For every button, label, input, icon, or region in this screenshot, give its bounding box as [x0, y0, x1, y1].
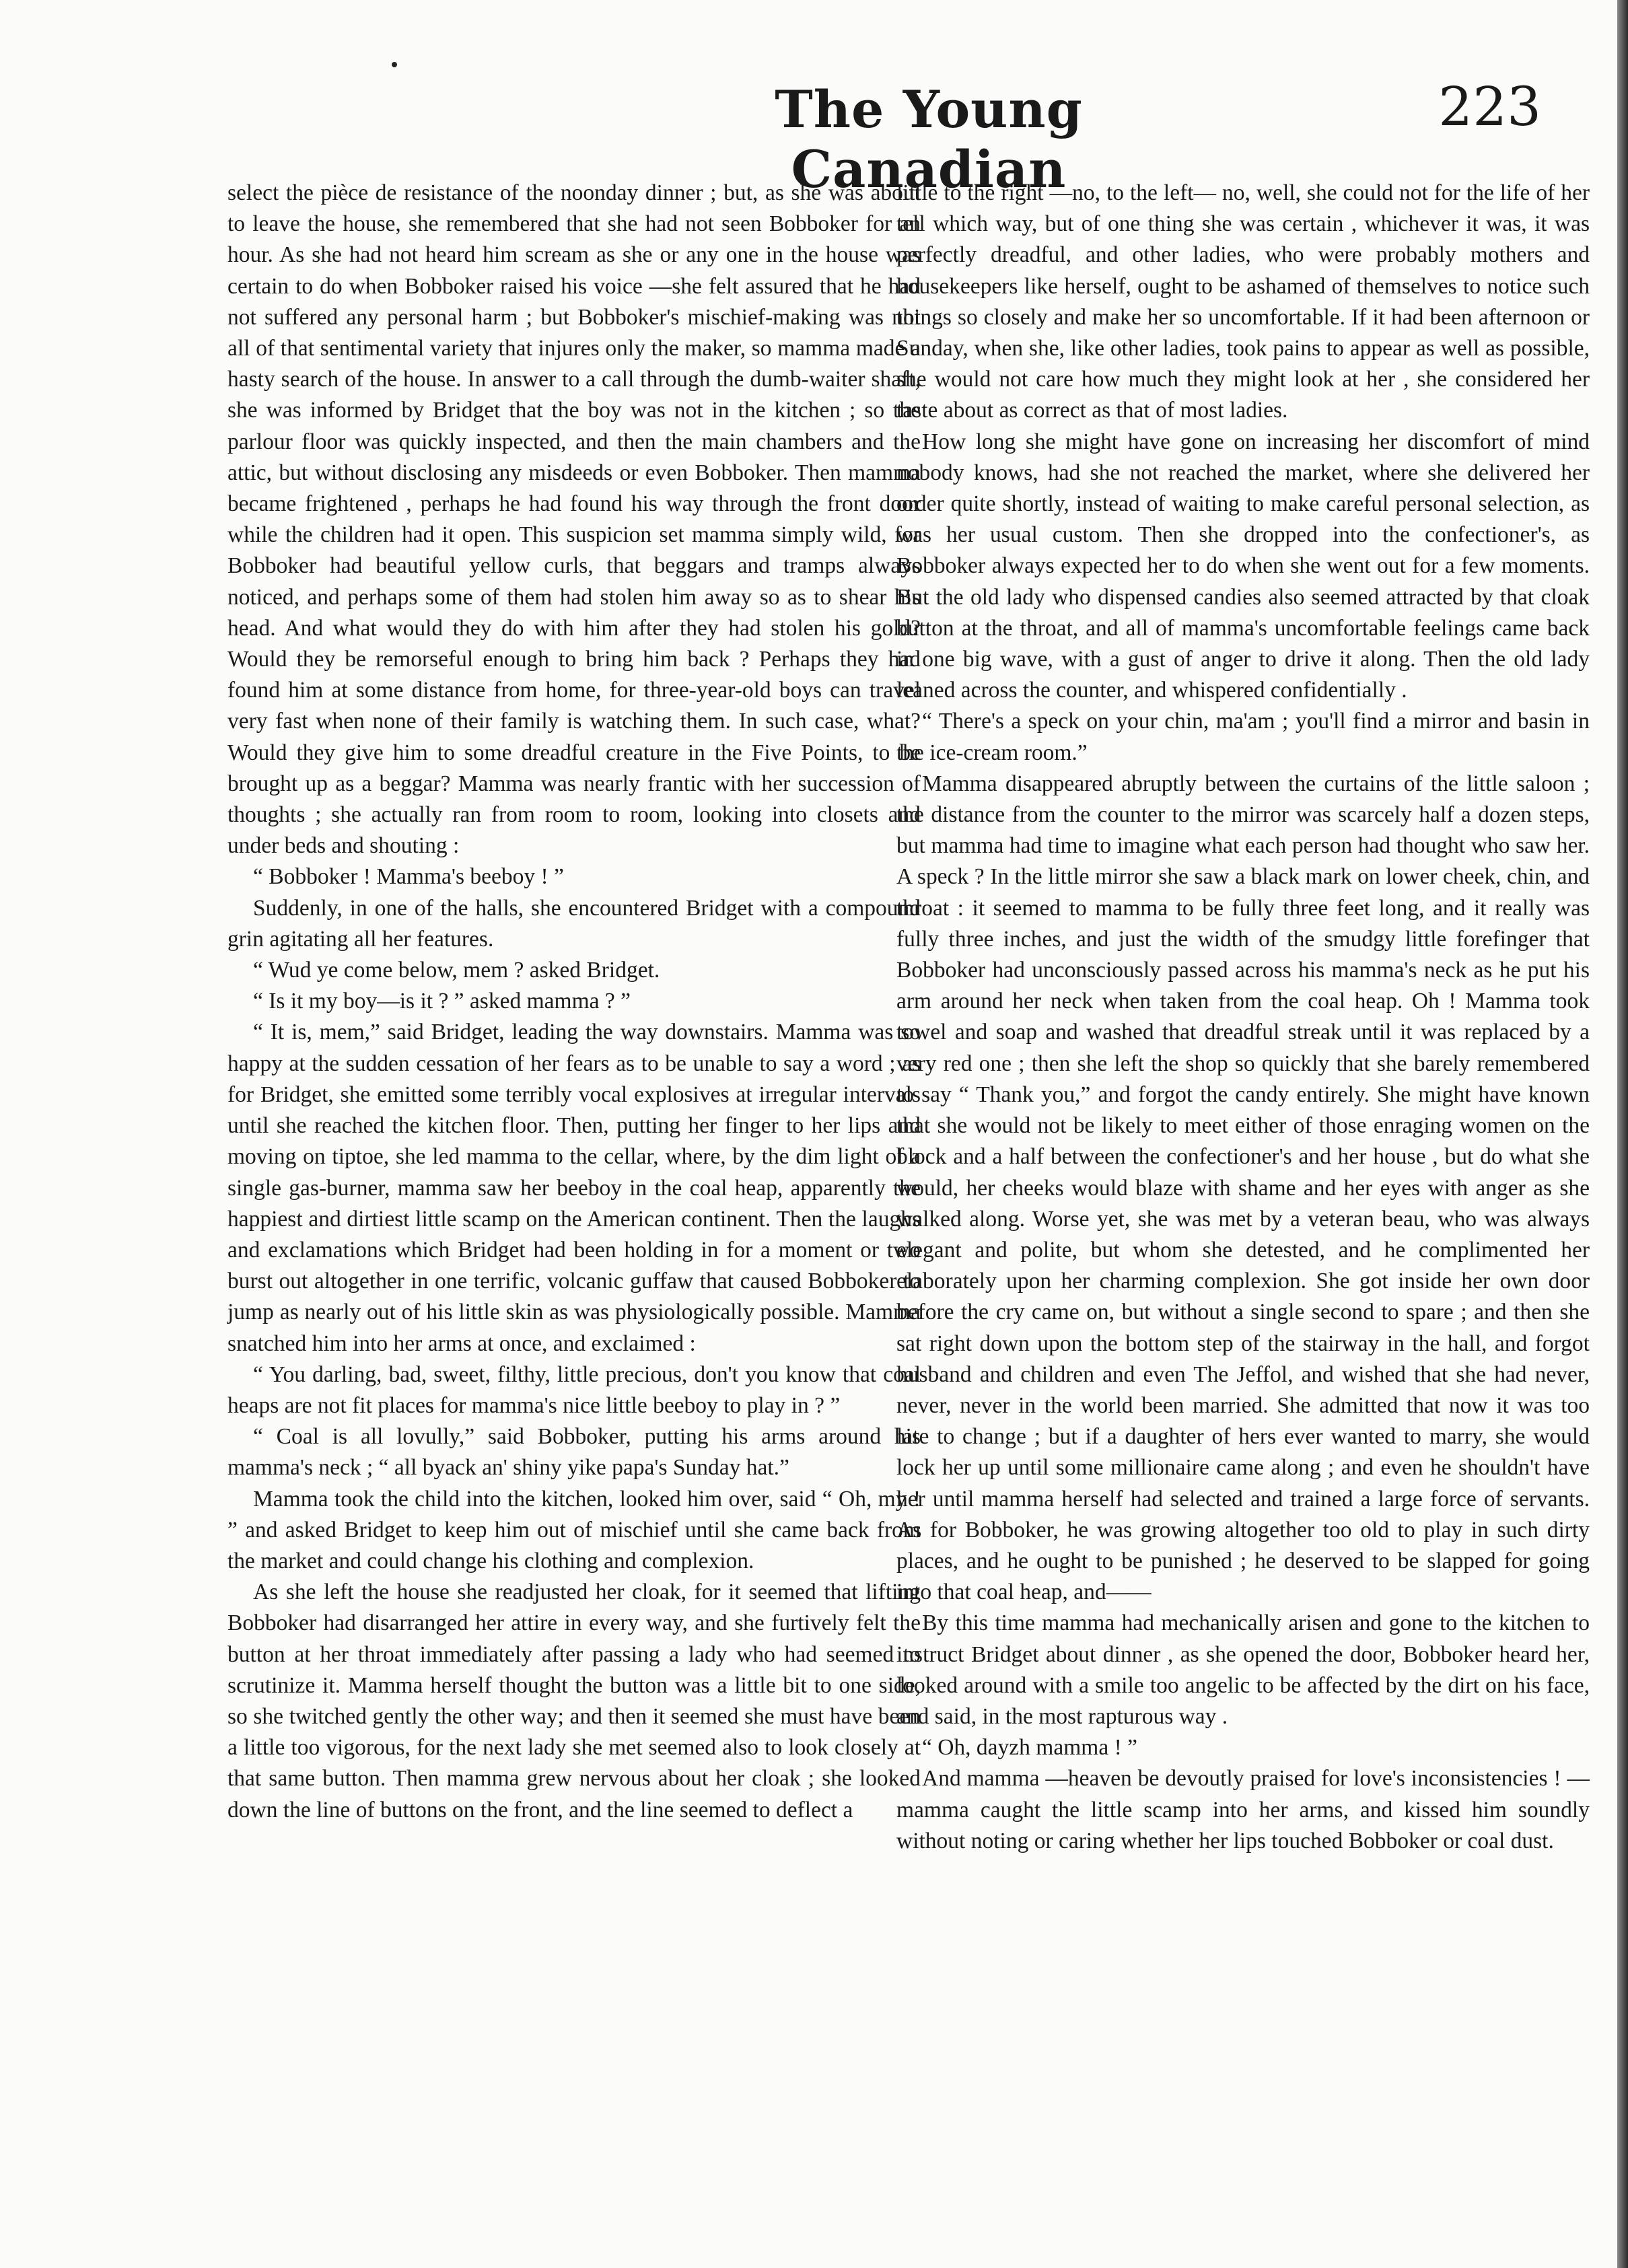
paragraph: “ Coal is all lovully,” said Bobboker, putting his arms around his mamma's neck ; “ all byack an' shiny yike papa's Sunday hat.”	[227, 1424, 921, 1481]
left-column	[227, 178, 921, 1826]
paragraph: “ Bobboker ! Mamma's beeboy ! ”	[253, 864, 564, 890]
ink-speck	[392, 62, 397, 67]
paragraph: “ There's a speck on your chin, ma'am ; you'll find a mirror and basin in the ice-cream room.”	[896, 709, 1590, 765]
paragraph: Suddenly, in one of the halls, she encountered Bridget with a compound grin agitating all her features.	[227, 895, 921, 952]
right-column	[896, 178, 1590, 1857]
paragraph: “ Wud ye come below, mem ? asked Bridget.	[253, 958, 660, 983]
page-edge-shadow	[1617, 0, 1628, 2268]
paragraph: Mamma disappeared abruptly between the curtains of the little saloon ; the distance from the counter to the mirror was scarcely half a dozen steps, but mamma had time to imagine what each person had thought who saw her. A speck ? In the little mirror she saw a black mark on lower cheek, chin, and throat : it seemed to mamma to be fully three feet long, and it really was fully three inches, and just the width of the smudgy little forefinger that Bobboker had unconsciously passed across his mamma's neck as he put his arm around her neck when taken from the coal heap. Oh ! Mamma took towel and soap and washed that dreadful streak until it was replaced by a very red one ; then she left the shop so quickly that she barely remembered to say “ Thank you,” and forgot the candy entirely. She might have known that she would not be likely to meet either of those enraging women on the block and a half between the confectioner's and her house , but do what she would, her cheeks would blaze with shame and her eyes with anger as she walked along. Worse yet, she was met by a veteran beau, who was always elegant and polite, but whom she detested, and he complimented her elaborately upon her charming complexion. She got inside her own door before the cry came on, but without a single second to spare ; and then she sat right down upon the bottom step of the stairway in the hall, and forgot husband and children and even The Jeffol, and wished that she had never, never, never in the world been married. She admitted that now it was too late to change ; but if a daughter of hers ever wanted to marry, she would lock her up until some millionaire came along ; and even he shouldn't have her until mamma herself had selected and trained a large force of servants. As for Bobboker, he was growing altogether too old to play in such dirty places, and he ought to be punished ; he deserved to be slapped for going into that coal heap, and——	[896, 771, 1590, 1605]
paragraph: “ You darling, bad, sweet, filthy, little precious, don't you know that coal heaps are not fit places for mamma's nice little beeboy to play in ? ”	[227, 1361, 921, 1418]
page-number: 223	[1438, 75, 1541, 138]
paragraph: How long she might have gone on increasing her discomfort of mind nobody knows, had she not reached the market, where she delivered her order quite shortly, instead of waiting to make careful personal selection, as was her usual custom. Then she dropped into the confectioner's, as Bobboker always expected her to do when she went out for a few moments. But the old lady who dispensed candies also seemed attracted by that cloak button at the throat, and all of mamma's uncomfortable feelings came back in one big wave, with a gust of anger to drive it along. Then the old lady leaned across the counter, and whispered confidentially .	[896, 429, 1590, 703]
paragraph: Mamma took the child into the kitchen, looked him over, said “ Oh, my ! ” and asked Bridget to keep him out of mischief until she came back from the market and could change his clothing and complexion.	[227, 1486, 921, 1573]
paragraph: “ It is, mem,” said Bridget, leading the way downstairs. Mamma was so happy at the sudden cessation of her fears as to be unable to say a word ; as for Bridget, she emitted some terribly vocal explosives at irregular intervals until she reached the kitchen floor. Then, putting her finger to her lips and moving on tiptoe, she led mamma to the cellar, where, by the dim light of a single gas-burner, mamma saw her beeboy in the coal heap, apparently the happiest and dirtiest little scamp on the American continent. Then the laughs and exclamations which Bridget had been holding in for a moment or two burst out altogether in one terrific, volcanic guffaw that caused Bobboker to jump as nearly out of his little skin as was physiologically possible. Mamma snatched him into her arms at once, and exclaimed :	[227, 1020, 921, 1356]
paragraph: As she left the house she readjusted her cloak, for it seemed that lifting Bobboker had disarranged her attire in every way, and she furtively felt the button at her throat immediately after passing a lady who had seemed to scrutinize it. Mamma herself thought the button was a little bit to one side, so she twitched gently the other way; and then it seemed she must have been a little too vigorous, for the next lady she met seemed also to look closely at that same button. Then mamma grew nervous about her cloak ; she looked down the line of buttons on the front, and the line seemed to deflect a	[227, 1580, 921, 1822]
paragraph: By this time mamma had mechanically arisen and gone to the kitchen to instruct Bridget about dinner , as she opened the door, Bobboker heard her, looked around with a smile too angelic to be affected by the dirt on his face, and said, in the most rapturous way .	[896, 1610, 1590, 1729]
paragraph: And mamma —heaven be devoutly praised for love's inconsistencies ! —mamma caught the little scamp into her arms, and kissed him soundly without noting or caring whether her lips touched Bobboker or coal dust.	[896, 1766, 1590, 1853]
running-title: The Young Canadian	[775, 79, 1083, 199]
paragraph: little to the right —no, to the left— no, well, she could not for the life of her tell which way, but of one thing she was certain , whichever it was, it was perfectly dreadful, and other ladies, who were probably mothers and housekeepers like herself, ought to be ashamed of themselves to notice such things so closely and make her so uncomfortable. If it had been afternoon or Sunday, when she, like other ladies, took pains to appear as well as possible, she would not care how much they might look at her , she considered her taste about as correct as that of most ladies.	[896, 180, 1590, 423]
paragraph: “ Oh, dayzh mamma ! ”	[922, 1735, 1137, 1761]
paragraph: “ Is it my boy—is it ? ” asked mamma ? ”	[253, 989, 631, 1014]
paragraph: select the pièce de resistance of the noonday dinner ; but, as she was about to leave the house, she remembered that she had not seen Bobboker for an hour. As she had not heard him scream as she or any one in the house was certain to do when Bobboker raised his voice —she felt assured that he had not suffered any personal harm ; but Bobboker's mischief-making was not all of that sentimental variety that injures only the maker, so mamma made a hasty search of the house. In answer to a call through the dumb-waiter shaft, she was informed by Bridget that the boy was not in the kitchen ; so the parlour floor was quickly inspected, and then the main chambers and the attic, but without disclosing any misdeeds or even Bobboker. Then mamma became frightened , perhaps he had found his way through the front door while the children had it open. This suspicion set mamma simply wild, for Bobboker had beautiful yellow curls, that beggars and tramps always noticed, and perhaps some of them had stolen him away so as to shear his head. And what would they do with him after they had stolen his gold? Would they be remorseful enough to bring him back ? Perhaps they had found him at some distance from home, for three-year-old boys can travel very fast when none of their family is watching them. In such case, what? Would they give him to some dreadful creature in the Five Points, to be brought up as a beggar? Mamma was nearly frantic with her succession of thoughts ; she actually ran from room to room, looking into closets and under beds and shouting :	[227, 180, 921, 859]
